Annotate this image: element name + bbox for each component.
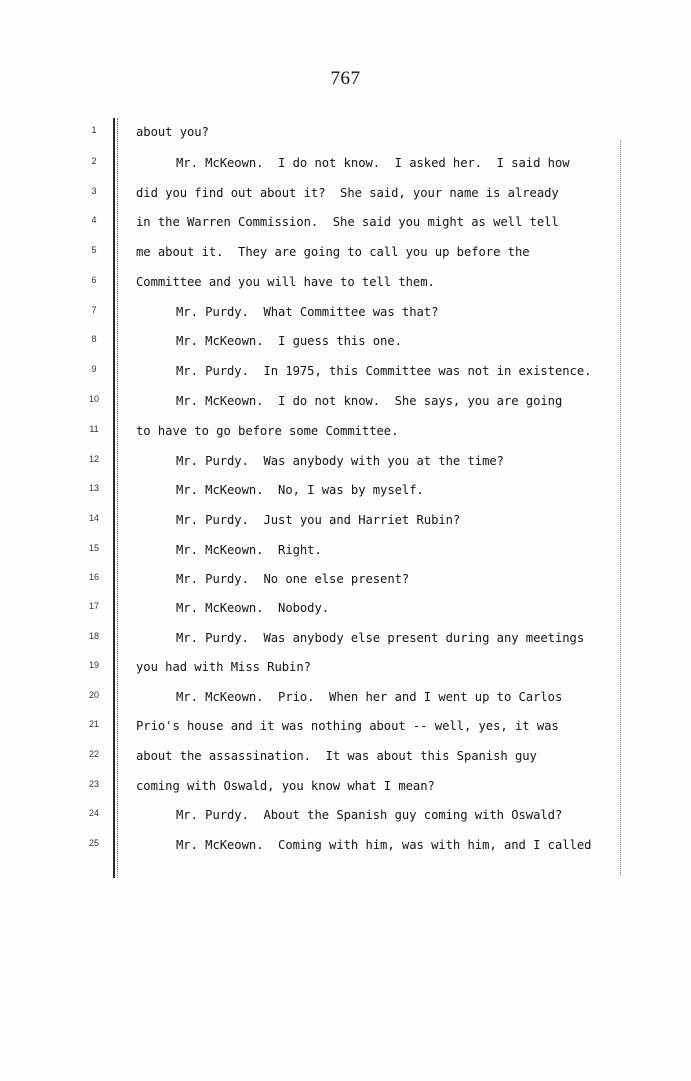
transcript-line: to have to go before some Committee.	[136, 424, 399, 438]
left-margin-rule-dotted	[117, 118, 118, 878]
line-number: 22	[88, 749, 99, 759]
line-number: 8	[91, 334, 97, 344]
line-number: 3	[91, 186, 97, 196]
transcript-line: me about it. They are going to call you up before the	[136, 245, 530, 259]
line-number: 16	[88, 572, 99, 582]
line-number: 10	[88, 394, 99, 404]
transcript-line: Mr. McKeown. I guess this one.	[176, 334, 402, 348]
line-number: 21	[88, 719, 99, 729]
line-number: 25	[88, 838, 99, 848]
line-number: 4	[91, 215, 97, 225]
line-number: 17	[88, 601, 99, 611]
line-number: 9	[91, 364, 97, 374]
transcript-line: Mr. McKeown. Prio. When her and I went up to Carlos	[176, 690, 563, 704]
transcript-line: Committee and you will have to tell them.	[136, 275, 435, 289]
line-number: 24	[88, 808, 99, 818]
left-margin-rule	[113, 118, 115, 878]
transcript-line: did you find out about it? She said, your name is already	[136, 186, 559, 200]
transcript-line: Mr. Purdy. What Committee was that?	[176, 305, 439, 319]
transcript-line: Mr. McKeown. I do not know. She says, you are going	[176, 394, 563, 408]
line-number: 13	[88, 483, 99, 493]
transcript-line: Mr. Purdy. Was anybody with you at the time?	[176, 454, 504, 468]
transcript-line: Mr. McKeown. I do not know. I asked her. I said how	[176, 156, 570, 170]
line-number: 23	[88, 779, 99, 789]
line-number: 12	[88, 454, 99, 464]
transcript-line: Mr. Purdy. Was anybody else present during any meetings	[176, 631, 585, 645]
line-number: 6	[91, 275, 97, 285]
transcript-line: Mr. Purdy. About the Spanish guy coming with Oswald?	[176, 808, 563, 822]
line-number: 19	[88, 660, 99, 670]
line-number: 5	[91, 245, 97, 255]
line-number: 11	[89, 424, 99, 434]
transcript-line: Mr. Purdy. Just you and Harriet Rubin?	[176, 513, 461, 527]
transcript-line: coming with Oswald, you know what I mean?	[136, 779, 435, 793]
transcript-line: Mr. McKeown. Coming with him, was with him, and I called	[176, 838, 592, 852]
transcript-line: about you?	[136, 125, 209, 139]
line-number: 20	[88, 690, 99, 700]
page-number: 767	[330, 68, 361, 89]
transcript-line: about the assassination. It was about this Spanish guy	[136, 749, 537, 763]
line-number: 2	[91, 156, 97, 166]
line-number: 15	[88, 543, 99, 553]
line-number: 7	[91, 305, 97, 315]
line-number: 1	[91, 125, 97, 135]
line-number: 18	[88, 631, 99, 641]
transcript-line: Mr. Purdy. No one else present?	[176, 572, 410, 586]
transcript-line: Prio's house and it was nothing about -- well, yes, it was	[136, 719, 559, 733]
line-number: 14	[88, 513, 99, 523]
transcript-line: Mr. McKeown. Right.	[176, 543, 322, 557]
transcript-line: Mr. Purdy. In 1975, this Committee was not in existence.	[176, 364, 592, 378]
transcript-line: you had with Miss Rubin?	[136, 660, 311, 674]
transcript-line: Mr. McKeown. No, I was by myself.	[176, 483, 424, 497]
transcript-line: Mr. McKeown. Nobody.	[176, 601, 330, 615]
transcript-line: in the Warren Commission. She said you might as well tell	[136, 215, 559, 229]
